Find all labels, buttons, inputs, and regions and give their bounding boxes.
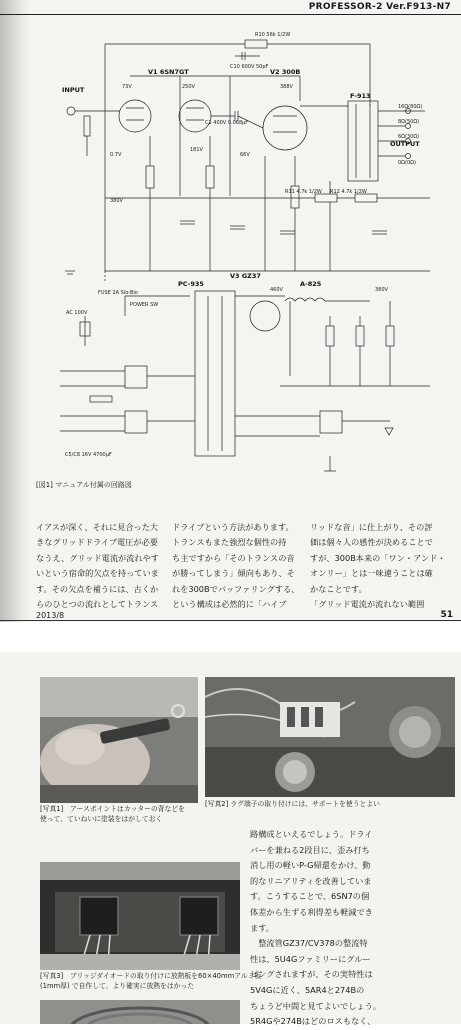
- photo-1-earth-point: [40, 677, 198, 803]
- header-rule: [0, 14, 461, 15]
- output-label: OUTPUT: [390, 140, 420, 148]
- text-line: なうえ、グリッド電流が流れやす: [36, 552, 159, 563]
- input-label: INPUT: [62, 86, 85, 94]
- photo-3-bridge-diode: [40, 862, 240, 970]
- text-line: 的なリニアリティを改善していま: [250, 875, 372, 886]
- voltage-07v: 0.7V: [110, 152, 122, 158]
- photo-2-lug-terminal: [205, 677, 455, 797]
- text-line: イアスが深く、それに見合った大: [36, 522, 159, 532]
- voltage-66v: 66V: [240, 152, 250, 158]
- choke-label: A-825: [300, 280, 322, 288]
- text-line: 「グリッド電流が流れない範囲: [310, 599, 425, 610]
- page2-text-column: [250, 827, 381, 1030]
- text-line: 5R4Gや274Bはどのロスもなく、: [250, 1016, 376, 1027]
- text-line: リッドな音」に仕上がり、その評: [310, 522, 433, 532]
- tap-16-label: 16Ω(80Ω): [398, 104, 423, 110]
- fuse-label: FUSE 2A Slo-Blo: [98, 290, 138, 296]
- text-line: きなグリッドドライブ電圧が必要: [36, 537, 158, 548]
- voltage-250v: 250V: [182, 84, 195, 90]
- page-gap: [0, 622, 461, 652]
- footer-rule: [0, 620, 461, 621]
- r12-label: R12 4.7k 1/2W: [330, 189, 367, 195]
- text-line: バーを兼ねる2段目に、歪み打ち: [250, 844, 370, 855]
- text-line: 消し用の軽いP-G帰還をかけ、動: [250, 860, 371, 871]
- text-line: すが、300B本来の「ワン・アンド・: [310, 552, 446, 563]
- voltage-388v: 388V: [280, 84, 293, 90]
- running-header-title: PROFESSOR-2 Ver.F913-N7: [308, 2, 451, 12]
- text-line: す。その欠点を補うには、古くか: [36, 583, 159, 594]
- caption-line: [写真1] アースポイントはカッターの背などを: [40, 805, 185, 813]
- voltage-181v: 181V: [190, 147, 203, 153]
- r11-label: R11 4.7k 1/2W: [285, 189, 322, 195]
- text-line: ドライブという方法があります。: [172, 522, 294, 532]
- text-line: 価は個々人の感性が決めることで: [310, 537, 433, 548]
- text-line: いという宿命的欠点を持っていま: [36, 568, 159, 579]
- nfb-resistor-label: R10 56k 1/2W: [255, 32, 291, 38]
- text-line: が勝ってしまう」傾向もあり、そ: [172, 568, 295, 579]
- tap-8-label: 8Ω(50Ω): [398, 119, 420, 125]
- voltage-380v: 380V: [375, 287, 388, 293]
- nfb-cap-label: C10 600V 50pF: [230, 64, 269, 70]
- figure-caption: [図1] マニュアル付属の回路図: [36, 481, 132, 489]
- caption-line: [写真3] ブリッジダイオードの取り付けに放熱板を60×40mmアルミ板: [40, 972, 262, 980]
- tube-v3-label: V3 GZ37: [230, 272, 261, 280]
- caption-line: 使って、ていねいに塗装をはがしておく: [40, 815, 163, 823]
- photo-4-partial: [40, 1000, 240, 1024]
- circuit-schematic: [30, 16, 435, 476]
- issue-date: 2013/8: [36, 611, 65, 620]
- ac-input-label: AC 100V: [66, 310, 88, 316]
- caption-line: [写真2] ラグ端子の取り付けには、サポートを使うとよい: [205, 800, 380, 808]
- text-line: かなことです。: [310, 583, 367, 594]
- text-line: ます。: [250, 922, 274, 933]
- voltage-380v-b: 380V: [110, 198, 123, 204]
- tube-v1-label: V1 6SN7GT: [148, 68, 189, 76]
- text-line: オンリー」とは一味違うことは確: [310, 568, 433, 579]
- text-line: れを300Bでバッファリングする、: [172, 583, 300, 594]
- text-column-2: [172, 520, 300, 612]
- text-line: 路構成といえるでしょう。ドライ: [250, 829, 373, 839]
- voltage-73v: 73V: [122, 84, 132, 90]
- page-binding-shadow: [0, 0, 30, 622]
- tap-0-label: 0Ω(0Ω): [398, 160, 416, 166]
- text-line: ピングされますが、その実特性は: [250, 969, 373, 980]
- text-line: トランスもまた強烈な個性の持: [172, 537, 287, 548]
- text-line: らのひとつの流れとしてトランス: [36, 599, 159, 610]
- voltage-460v: 460V: [270, 287, 283, 293]
- page-number: 51: [440, 610, 453, 620]
- photo-3-caption: [40, 971, 261, 991]
- text-line: という構成は必然的に「ハイブ: [172, 599, 287, 610]
- tap-6-label: 6Ω(30Ω): [398, 134, 420, 140]
- power-trans-label: PC-935: [178, 280, 204, 288]
- text-line: 性は、5U4Gファミリーにグルー: [250, 953, 371, 964]
- text-line: 5V4Gに近く、5AR4と274Bの: [250, 984, 365, 995]
- photo-1-caption: [40, 804, 185, 824]
- text-column-1: [36, 520, 160, 612]
- text-line: す。こうすることで、6SN7の個: [250, 891, 370, 902]
- text-column-3: [310, 520, 446, 612]
- text-line: ちょうど中間と見てよいでしょう。: [250, 1000, 382, 1011]
- power-switch-label: POWER SW: [130, 302, 159, 308]
- photo-2-caption: [205, 799, 380, 809]
- tube-v2-label: V2 300B: [270, 68, 301, 76]
- text-line: 整流管GZ37/CV378の整流特: [250, 938, 368, 949]
- bias-cap-label: C5/C8 16V 4700μF: [65, 452, 112, 458]
- magazine-page-52: [0, 652, 461, 1027]
- coupling-cap-label: C1 400V 0.068μF: [205, 120, 249, 126]
- output-trans-label: F-913: [350, 92, 371, 100]
- caption-line: (1mm厚) で自作して、より確実に放熱をはかった: [40, 982, 195, 990]
- text-line: ち主ですから「そのトランスの音: [172, 552, 295, 563]
- text-line: 体差から生ずる利得差も軽減でき: [250, 906, 373, 917]
